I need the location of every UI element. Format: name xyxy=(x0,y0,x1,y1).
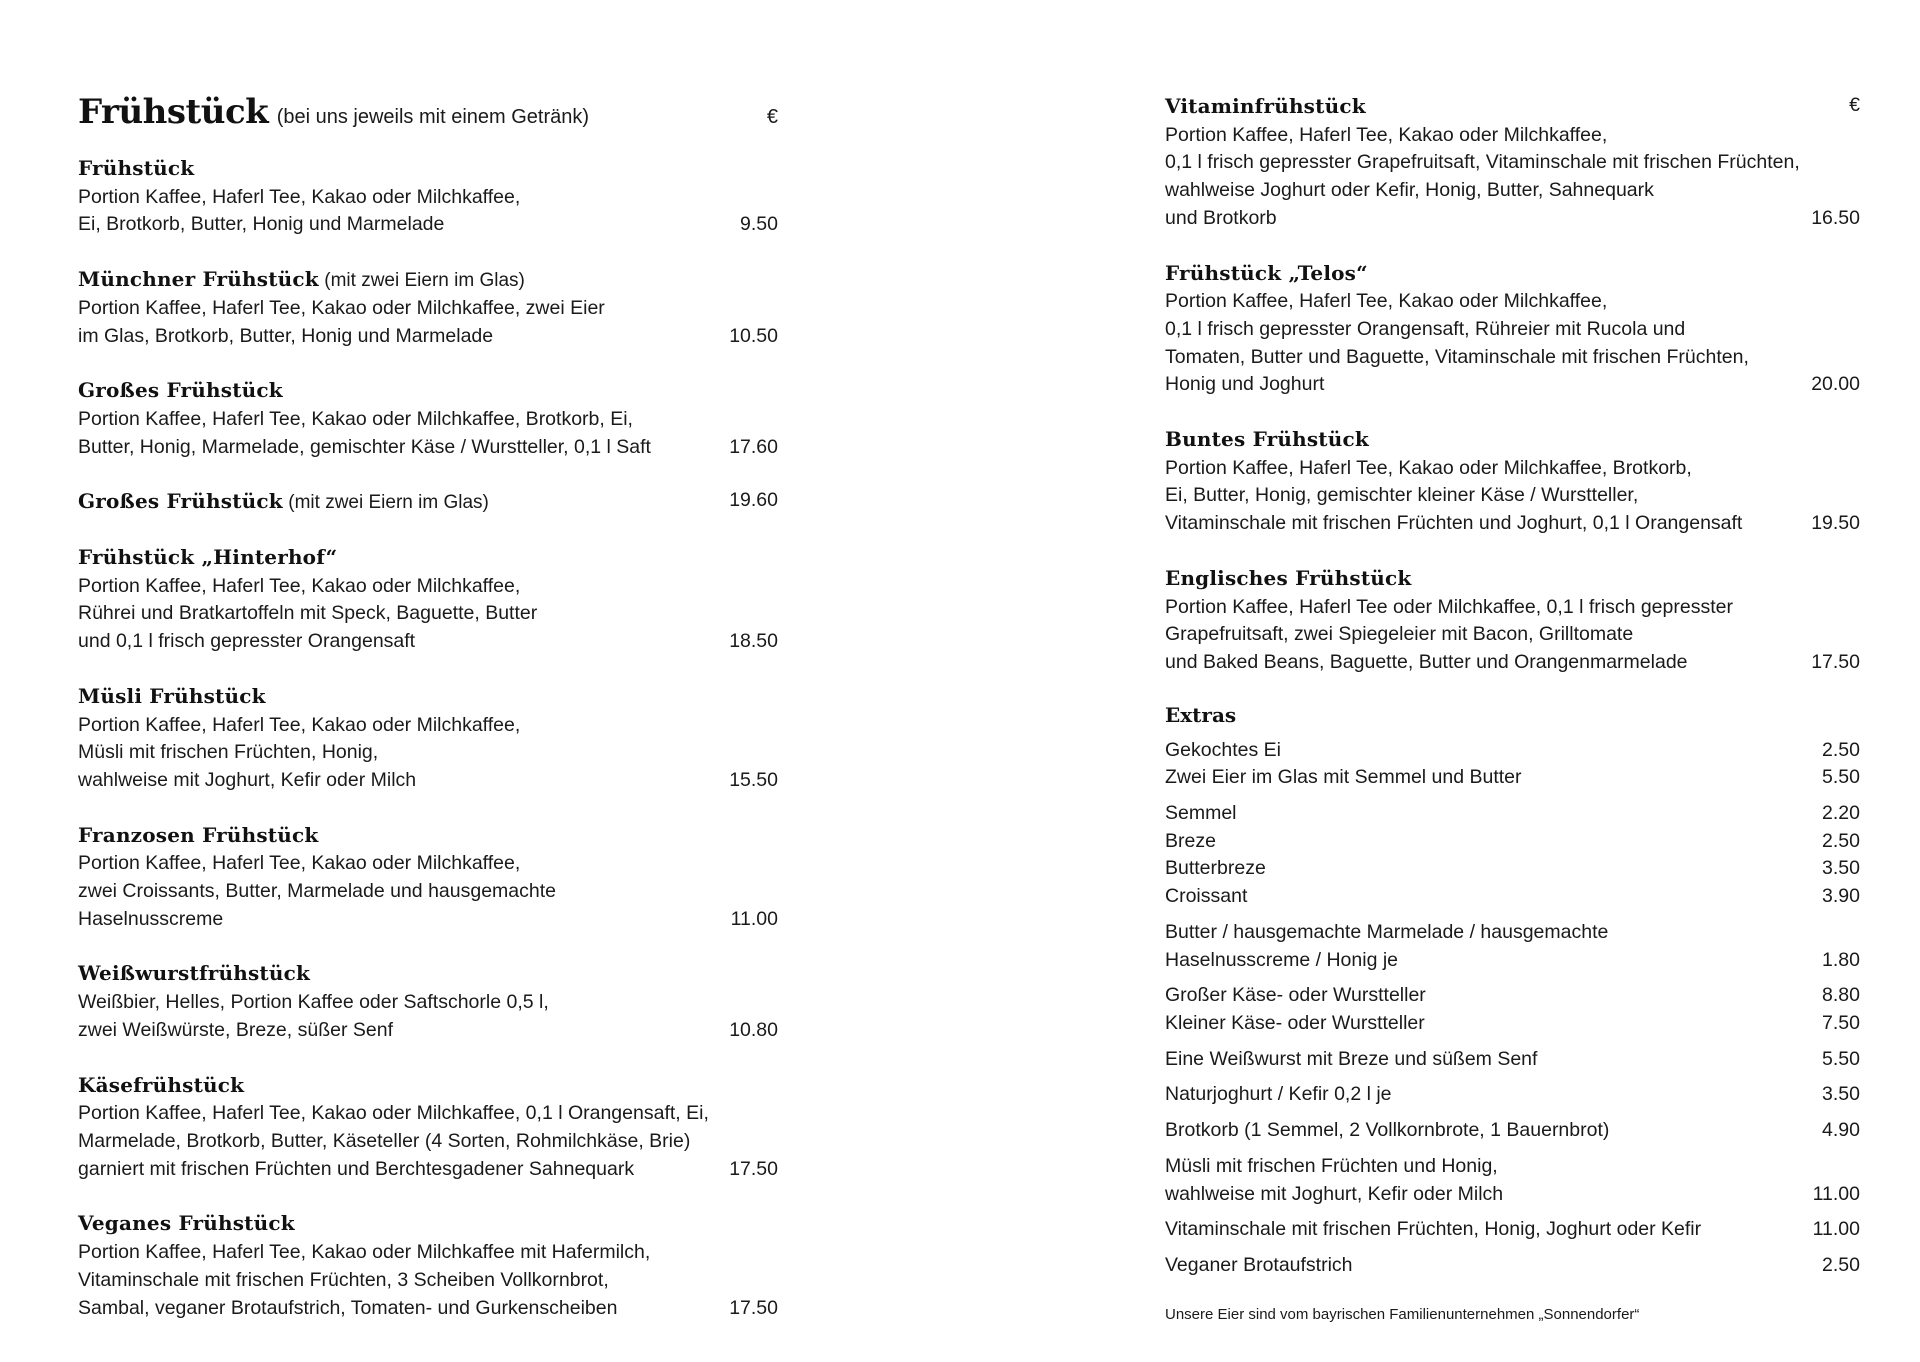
extras-row xyxy=(1165,919,1860,947)
item-title xyxy=(78,154,194,184)
item-header xyxy=(78,959,778,989)
item-header xyxy=(78,682,778,712)
right-column xyxy=(1165,92,1860,1323)
item-note: (mit zwei Eiern im Glas) xyxy=(324,270,525,292)
menu-item xyxy=(78,154,778,239)
item-description: Portion Kaffee, Haferl Tee, Kakao oder Milchkaffee, xyxy=(78,852,521,875)
item-description-line xyxy=(78,434,778,462)
extras-row xyxy=(1165,828,1860,856)
menu-item xyxy=(78,682,778,795)
item-description-line xyxy=(1165,149,1860,177)
extras-price: 2.50 xyxy=(1822,738,1860,761)
item-name: Frühstück „Hinterhof“ xyxy=(78,545,338,570)
extras-list xyxy=(1165,737,1860,1280)
item-description: Portion Kaffee, Haferl Tee oder Milchkaffee, 0,1 l frisch gepresster xyxy=(1165,595,1733,618)
item-description-line xyxy=(78,1156,778,1184)
extras-item: Gekochtes Ei xyxy=(1165,738,1281,761)
item-description-line xyxy=(1165,510,1860,538)
item-title xyxy=(78,821,318,851)
item-header xyxy=(78,543,778,573)
item-name: Franzosen Frühstück xyxy=(78,822,319,847)
menu-item xyxy=(78,265,778,350)
extras-group xyxy=(1165,737,1860,792)
extras-row xyxy=(1165,800,1860,828)
item-description-line xyxy=(78,712,778,740)
item-description: 0,1 l frisch gepresster Grapefruitsaft, Vitaminschale mit frischen Früchten, xyxy=(1165,151,1800,174)
extras-row xyxy=(1165,1181,1860,1209)
item-description-line xyxy=(78,323,778,351)
item-name: Frühstück „Telos“ xyxy=(1165,260,1368,285)
item-header xyxy=(78,265,778,295)
item-header xyxy=(78,1209,778,1239)
footnote: Unsere Eier sind vom bayrischen Familienunternehmen „Sonnendorfer“ xyxy=(1165,1305,1640,1323)
left-column xyxy=(78,92,778,1348)
item-title xyxy=(1165,259,1368,289)
item-description: Honig und Joghurt xyxy=(1165,373,1325,396)
item-description-line xyxy=(78,739,778,767)
item-description: Portion Kaffee, Haferl Tee, Kakao oder Milchkaffee, zwei Eier xyxy=(78,296,605,319)
extras-price: 8.80 xyxy=(1822,984,1860,1007)
item-header xyxy=(78,376,778,406)
item-description: Portion Kaffee, Haferl Tee, Kakao oder Milchkaffee, xyxy=(78,574,521,597)
item-price: 17.50 xyxy=(729,1157,778,1180)
extras-price: 1.80 xyxy=(1822,948,1860,971)
item-header xyxy=(1165,259,1860,289)
extras-row xyxy=(1165,883,1860,911)
item-name: Käsefrühstück xyxy=(78,1072,245,1097)
item-price: 19.50 xyxy=(1811,512,1860,535)
item-price: 17.50 xyxy=(729,1296,778,1319)
item-description-line xyxy=(1165,371,1860,399)
item-description-line xyxy=(78,1295,778,1323)
menu-item xyxy=(78,959,778,1044)
item-description: wahlweise Joghurt oder Kefir, Honig, Butter, Sahnequark xyxy=(1165,179,1654,202)
item-description: Portion Kaffee, Haferl Tee, Kakao oder Milchkaffee, xyxy=(1165,290,1608,313)
extras-price: 2.50 xyxy=(1822,829,1860,852)
item-description: Müsli mit frischen Früchten, Honig, xyxy=(78,741,379,764)
item-description: und 0,1 l frisch gepresster Orangensaft xyxy=(78,630,416,653)
extras-price: 2.50 xyxy=(1822,1253,1860,1276)
extras-group xyxy=(1165,1081,1860,1109)
item-description-line xyxy=(1165,205,1860,233)
item-header xyxy=(1165,564,1860,594)
extras-item: wahlweise mit Joghurt, Kefir oder Milch xyxy=(1165,1182,1504,1205)
extras-item: Zwei Eier im Glas mit Semmel und Butter xyxy=(1165,766,1522,789)
extras-price: 5.50 xyxy=(1822,766,1860,789)
page-title: Frühstück xyxy=(78,92,269,132)
item-title xyxy=(1165,564,1411,594)
item-description: Portion Kaffee, Haferl Tee, Kakao oder Milchkaffee, xyxy=(78,185,521,208)
extras-group xyxy=(1165,1046,1860,1074)
menu-item xyxy=(1165,259,1860,400)
item-description: Ei, Butter, Honig, gemischter kleiner Käse / Wurstteller, xyxy=(1165,484,1639,507)
item-price: 20.00 xyxy=(1811,373,1860,396)
item-description-line xyxy=(78,211,778,239)
item-description: Weißbier, Helles, Portion Kaffee oder Saftschorle 0,5 l, xyxy=(78,991,549,1014)
item-description-line xyxy=(1165,288,1860,316)
item-description-line xyxy=(78,906,778,934)
extras-group xyxy=(1165,1117,1860,1145)
item-description-line xyxy=(1165,649,1860,677)
item-description-line xyxy=(78,850,778,878)
extras-price: 2.20 xyxy=(1822,802,1860,825)
left-items-list xyxy=(78,154,778,1322)
menu-item xyxy=(1165,92,1860,233)
menu-item xyxy=(78,487,778,517)
extras-item: Veganer Brotaufstrich xyxy=(1165,1253,1353,1276)
item-title xyxy=(1165,92,1366,122)
item-description: Portion Kaffee, Haferl Tee, Kakao oder Milchkaffee, Brotkorb, xyxy=(1165,456,1692,479)
item-name: Münchner Frühstück xyxy=(78,267,319,292)
item-description: und Brotkorb xyxy=(1165,206,1277,229)
item-description: Vitaminschale mit frischen Früchten und Joghurt, 0,1 l Orangensaft xyxy=(1165,512,1743,535)
item-title xyxy=(78,1071,244,1101)
item-description-line xyxy=(78,573,778,601)
page-subtitle: (bei uns jeweils mit einem Getränk) xyxy=(276,106,590,128)
item-header xyxy=(1165,92,1860,122)
extras-item: Vitaminschale mit frischen Früchten, Honig, Joghurt oder Kefir xyxy=(1165,1218,1702,1241)
menu-item xyxy=(78,1209,778,1322)
item-description-line xyxy=(78,184,778,212)
item-price: 18.50 xyxy=(729,630,778,653)
item-title xyxy=(78,1209,295,1239)
item-header xyxy=(78,154,778,184)
item-price: 15.50 xyxy=(729,768,778,791)
item-name: Frühstück xyxy=(78,156,195,180)
item-description: 0,1 l frisch gepresster Orangensaft, Rühreier mit Rucola und xyxy=(1165,317,1686,340)
item-price: 10.50 xyxy=(729,324,778,347)
item-description-line xyxy=(1165,344,1860,372)
item-description: Portion Kaffee, Haferl Tee, Kakao oder Milchkaffee, 0,1 l Orangensaft, Ei, xyxy=(78,1102,709,1125)
extras-row xyxy=(1165,1046,1860,1074)
extras-price: 7.50 xyxy=(1822,1011,1860,1034)
item-description-line xyxy=(1165,482,1860,510)
item-title xyxy=(1165,425,1369,455)
item-name: Großes Frühstück xyxy=(78,489,283,514)
extras-price: 3.50 xyxy=(1822,857,1860,880)
extras-item: Müsli mit frischen Früchten und Honig, xyxy=(1165,1154,1498,1177)
item-description-line xyxy=(78,1100,778,1128)
extras-row xyxy=(1165,1081,1860,1109)
item-description-line xyxy=(1165,455,1860,483)
extras-item: Haselnusscreme / Honig je xyxy=(1165,948,1399,971)
right-items-list xyxy=(1165,92,1860,677)
extras-row xyxy=(1165,855,1860,883)
item-name: Großes Frühstück xyxy=(78,378,283,403)
item-description-line xyxy=(1165,122,1860,150)
menu-item xyxy=(78,1071,778,1184)
item-description: Marmelade, Brotkorb, Butter, Käseteller (4 Sorten, Rohmilchkäse, Brie) xyxy=(78,1129,691,1152)
item-title xyxy=(78,543,337,573)
item-header xyxy=(78,821,778,851)
extras-price: 11.00 xyxy=(1812,1218,1860,1241)
currency-label: € xyxy=(1849,94,1860,116)
item-description-line xyxy=(78,767,778,795)
item-name: Englisches Frühstück xyxy=(1165,565,1412,590)
extras-row xyxy=(1165,1216,1860,1244)
extras-item: Butterbreze xyxy=(1165,857,1266,880)
item-description: Rührei und Bratkartoffeln mit Speck, Baguette, Butter xyxy=(78,602,538,625)
item-description: und Baked Beans, Baguette, Butter und Orangenmarmelade xyxy=(1165,650,1688,673)
item-description: garniert mit frischen Früchten und Berchtesgadener Sahnequark xyxy=(78,1157,635,1180)
item-description-line xyxy=(78,406,778,434)
menu-item xyxy=(78,543,778,656)
item-header xyxy=(1165,425,1860,455)
extras-item: Butter / hausgemachte Marmelade / hausgemachte xyxy=(1165,920,1609,943)
item-title xyxy=(78,959,310,989)
item-title xyxy=(78,682,266,712)
extras-row xyxy=(1165,982,1860,1010)
item-description: zwei Weißwürste, Breze, süßer Senf xyxy=(78,1018,393,1041)
extras-item: Brotkorb (1 Semmel, 2 Vollkornbrote, 1 Bauernbrot) xyxy=(1165,1119,1610,1142)
item-description: Ei, Brotkorb, Butter, Honig und Marmelade xyxy=(78,213,445,236)
extras-price: 11.00 xyxy=(1812,1182,1860,1205)
item-description-line xyxy=(1165,621,1860,649)
item-description-line xyxy=(78,600,778,628)
extras-item: Croissant xyxy=(1165,885,1248,908)
item-header xyxy=(78,487,778,517)
item-price: 19.60 xyxy=(729,489,778,512)
item-price: 11.00 xyxy=(730,907,778,930)
extras-item: Breze xyxy=(1165,829,1216,852)
item-header xyxy=(78,1071,778,1101)
item-description-line xyxy=(78,989,778,1017)
item-name: Vitaminfrühstück xyxy=(1165,94,1366,118)
extras-price: 4.90 xyxy=(1822,1119,1860,1142)
item-name: Buntes Frühstück xyxy=(1165,427,1369,452)
item-name: Weißwurstfrühstück xyxy=(78,961,311,986)
extras-item: Kleiner Käse- oder Wurstteller xyxy=(1165,1011,1425,1034)
item-description-line xyxy=(78,1267,778,1295)
item-description: Portion Kaffee, Haferl Tee, Kakao oder Milchkaffee, xyxy=(78,713,521,736)
extras-item: Großer Käse- oder Wurstteller xyxy=(1165,984,1426,1007)
extras-price: 3.50 xyxy=(1822,1083,1860,1106)
item-description-line xyxy=(78,1239,778,1267)
item-price: 9.50 xyxy=(740,213,778,236)
item-title xyxy=(78,376,283,406)
item-description: Portion Kaffee, Haferl Tee, Kakao oder Milchkaffee, xyxy=(1165,123,1608,146)
item-description: Sambal, veganer Brotaufstrich, Tomaten- und Gurkenscheiben xyxy=(78,1296,618,1319)
extras-group xyxy=(1165,1153,1860,1208)
item-price: 10.80 xyxy=(729,1018,778,1041)
extras-row xyxy=(1165,947,1860,975)
extras-row xyxy=(1165,1252,1860,1280)
item-description-line xyxy=(78,628,778,656)
item-description-line xyxy=(1165,594,1860,622)
item-description: Grapefruitsaft, zwei Spiegeleier mit Bacon, Grilltomate xyxy=(1165,623,1634,646)
item-name: Veganes Frühstück xyxy=(78,1211,295,1236)
extras-group xyxy=(1165,1252,1860,1280)
item-description: Butter, Honig, Marmelade, gemischter Käse / Wurstteller, 0,1 l Saft xyxy=(78,435,651,458)
item-description: zwei Croissants, Butter, Marmelade und hausgemachte xyxy=(78,880,556,903)
item-description-line xyxy=(78,295,778,323)
extras-row xyxy=(1165,1010,1860,1038)
item-description: Tomaten, Butter und Baguette, Vitaminschale mit frischen Früchten, xyxy=(1165,345,1749,368)
extras-item: Semmel xyxy=(1165,802,1237,825)
item-description-line xyxy=(78,1017,778,1045)
item-price: 17.50 xyxy=(1811,650,1860,673)
item-price: 16.50 xyxy=(1811,206,1860,229)
currency-label: € xyxy=(766,106,778,128)
extras-price: 5.50 xyxy=(1822,1047,1860,1070)
menu-item xyxy=(78,376,778,461)
extras-price: 3.90 xyxy=(1822,885,1860,908)
item-note: (mit zwei Eiern im Glas) xyxy=(288,492,489,514)
extras-group xyxy=(1165,919,1860,974)
menu-item xyxy=(78,821,778,934)
extras-row xyxy=(1165,1117,1860,1145)
menu-header xyxy=(78,92,778,132)
extras-item: Naturjoghurt / Kefir 0,2 l je xyxy=(1165,1083,1392,1106)
item-name: Müsli Frühstück xyxy=(78,683,266,708)
menu-item xyxy=(1165,425,1860,538)
extras-group xyxy=(1165,1216,1860,1244)
item-description-line xyxy=(78,1128,778,1156)
item-description-line xyxy=(1165,177,1860,205)
menu-item xyxy=(1165,564,1860,677)
extras-title: Extras xyxy=(1165,702,1237,727)
item-description-line xyxy=(78,878,778,906)
item-title xyxy=(78,265,525,295)
extras-group xyxy=(1165,800,1860,911)
item-description: wahlweise mit Joghurt, Kefir oder Milch xyxy=(78,768,417,791)
extras-item: Eine Weißwurst mit Breze und süßem Senf xyxy=(1165,1047,1538,1070)
extras-row xyxy=(1165,737,1860,765)
extras-group xyxy=(1165,982,1860,1037)
item-description: Haselnusscreme xyxy=(78,907,224,930)
item-description: Portion Kaffee, Haferl Tee, Kakao oder Milchkaffee mit Hafermilch, xyxy=(78,1241,651,1264)
item-price: 17.60 xyxy=(729,435,778,458)
item-title xyxy=(78,487,489,517)
item-description: Vitaminschale mit frischen Früchten, 3 Scheiben Vollkornbrot, xyxy=(78,1268,609,1291)
item-description-line xyxy=(1165,316,1860,344)
item-description: im Glas, Brotkorb, Butter, Honig und Marmelade xyxy=(78,324,494,347)
extras-row xyxy=(1165,764,1860,792)
item-description: Portion Kaffee, Haferl Tee, Kakao oder Milchkaffee, Brotkorb, Ei, xyxy=(78,407,633,430)
extras-row xyxy=(1165,1153,1860,1181)
